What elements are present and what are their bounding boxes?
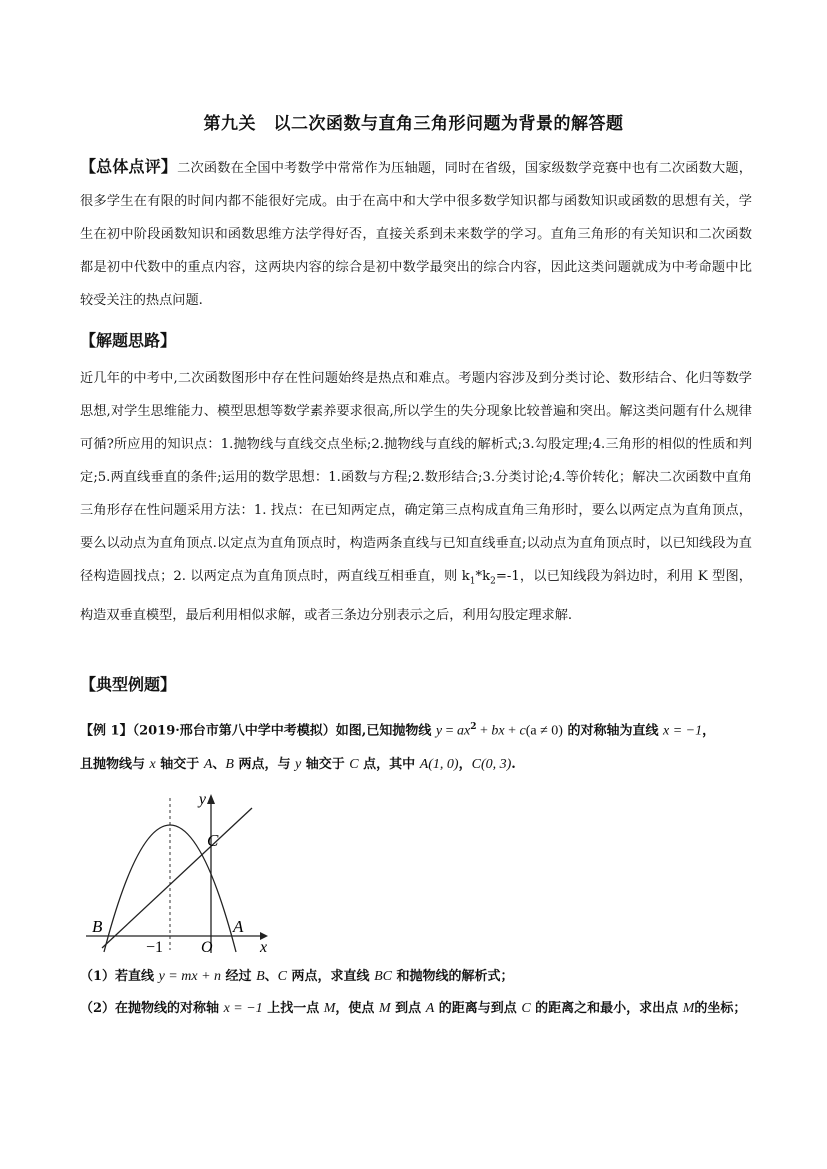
overview-paragraph bbox=[80, 150, 752, 317]
approach-heading: 【解题思路】 bbox=[80, 331, 177, 350]
label-y: y bbox=[198, 791, 206, 808]
subscript-1: 1 bbox=[469, 576, 476, 587]
math-y2: y bbox=[295, 757, 302, 772]
example1-text8: 点，其中 bbox=[358, 757, 420, 772]
math-axis: x = −1 bbox=[663, 723, 703, 739]
q1-text-b: 经过 bbox=[221, 969, 257, 984]
overview-heading: 【总体点评】 bbox=[80, 157, 178, 176]
q2-M3: M bbox=[682, 1001, 695, 1016]
q1-text-a: （1）若直线 bbox=[80, 969, 159, 984]
label-B: B bbox=[92, 917, 103, 936]
parabola-figure bbox=[80, 788, 280, 958]
y-axis-arrow bbox=[207, 794, 215, 804]
approach-text-b: =-1，以已知线段为斜边时，利用 K 型图，构造双垂直模型，最后利用相似求解，或者三条边分别表示之后，利用勾股定理求解. bbox=[80, 569, 752, 623]
math-x: x bbox=[149, 757, 156, 772]
q2-text-c: ，使点 bbox=[335, 1001, 379, 1016]
comma: ， bbox=[458, 757, 472, 772]
q1-B: B bbox=[256, 969, 265, 984]
q1-text-d: 和抛物线的解析式； bbox=[391, 969, 514, 984]
math-coordA: A(1, 0) bbox=[419, 757, 459, 772]
q2-text-g: 的坐标； bbox=[694, 1001, 747, 1016]
approach-paragraph bbox=[80, 362, 752, 632]
example1-text4: 且抛物线与 bbox=[80, 757, 150, 772]
q2-A: A bbox=[425, 1001, 435, 1016]
q1-BC: BC bbox=[374, 969, 392, 984]
example1-text5: 轴交于 bbox=[155, 757, 204, 772]
math-cond: (a ≠ 0) bbox=[525, 723, 563, 739]
label-x: x bbox=[260, 939, 268, 956]
math-y: y bbox=[435, 723, 443, 739]
approach-mid: *k bbox=[475, 569, 491, 584]
q1-text-c: 两点，求直线 bbox=[287, 969, 375, 984]
q1-C: C bbox=[277, 969, 287, 984]
period: . bbox=[511, 757, 516, 772]
q2-text-b: 上找一点 bbox=[262, 1001, 324, 1016]
example1-line1 bbox=[80, 717, 760, 741]
math-c: c bbox=[519, 723, 526, 739]
question-2 bbox=[80, 996, 756, 1022]
math-C: C bbox=[349, 757, 359, 772]
math-ax: ax bbox=[456, 723, 471, 739]
math-plus1: + bbox=[476, 723, 492, 739]
math-coordC: C(0, 3) bbox=[471, 757, 512, 772]
example1-text7: 轴交于 bbox=[301, 757, 350, 772]
q2-text-d: 到点 bbox=[390, 1001, 426, 1016]
math-plus2: + bbox=[504, 723, 520, 739]
approach-text-a: 近几年的中考中,二次函数图形中存在性问题始终是热点和难点。考题内容涉及到分类讨论、数形结合、化归等数学思想,对学生思维能力、模型思想等数学素养要求很高,所以学生的失分现象比较普遍和突出。解这类问题有什么规律可循?所应用的知识点：1.抛物线与直线交点坐标;2.抛物线与直线的解析式;3.勾股定理;4.三角形的相似的性质和判定;5.两直线垂直的条件;运用的数学思想：1.函数与方程;2.数形结合;3.分类讨论;4.等价转化；解决二次函数中直角三角形存在性问题采用方法：1. 找点：在已知两定点，确定第三点构成直角三角形时，要么以两定点为直角顶点，要么以动点为直角顶点.以定点为直角顶点时，构造两条直线与已知直线垂直;以动点为直角顶点时，以已知线段为直径构造圆找点；2. 以两定点为直角顶点时，两直线互相垂直，则 k bbox=[80, 371, 752, 584]
examples-heading: 【典型例题】 bbox=[80, 675, 177, 694]
label-A: A bbox=[233, 917, 244, 936]
q1-sep: 、 bbox=[264, 969, 278, 984]
q2-C: C bbox=[521, 1001, 531, 1016]
example1-text2: 的对称轴为直线 bbox=[562, 723, 664, 739]
question-1 bbox=[80, 964, 756, 990]
overview-text: 二次函数在全国中考数学中常常作为压轴题，同时在省级，国家级数学竞赛中也有二次函数大题，很多学生在有限的时间内都不能很好完成。由于在高中和大学中很多数学知识都与函数知识或函数的思想有关，学生在初中阶段函数知识和函数思维方法学得好否，直接关系到未来数学的学习。直角三角形的有关知识和二次函数都是初中代数中的重点内容，这两块内容的综合是初中数学最突出的综合内容，因此这类问题就成为中考命题中比较受关注的热点问题. bbox=[80, 161, 752, 308]
math-B: B bbox=[225, 757, 234, 772]
label-C: C bbox=[207, 831, 219, 850]
example1-line2 bbox=[80, 755, 760, 775]
q2-text-e: 的距离与到点 bbox=[434, 1001, 522, 1016]
page-title: 第九关 以二次函数与直角三角形问题为背景的解答题 bbox=[203, 114, 624, 134]
example1-text: 如图,已知抛物线 bbox=[335, 723, 436, 739]
math-bx: bx bbox=[491, 723, 505, 739]
subscript-2: 2 bbox=[490, 576, 496, 587]
q2-text-f: 的距离之和最小，求出点 bbox=[530, 1001, 683, 1016]
math-sup: 2 bbox=[470, 722, 477, 732]
separator: 、 bbox=[212, 757, 226, 772]
q2-M2: M bbox=[378, 1001, 391, 1016]
q2-axis: x = −1 bbox=[223, 1001, 263, 1016]
example1-text3: ， bbox=[702, 723, 716, 739]
label-neg1: −1 bbox=[146, 939, 164, 956]
q2-M1: M bbox=[323, 1001, 336, 1016]
label-O: O bbox=[201, 939, 213, 956]
q2-text-a: （2）在抛物线的对称轴 bbox=[80, 1001, 224, 1016]
example1-source: （2019·邢台市第八中学中考模拟） bbox=[132, 723, 336, 739]
example1-label: 【例 1】 bbox=[80, 723, 133, 739]
q1-eq: y = mx + n bbox=[158, 969, 222, 984]
math-eq: = bbox=[442, 723, 457, 739]
example1-text6: 两点，与 bbox=[233, 757, 296, 772]
math-A: A bbox=[203, 757, 213, 772]
